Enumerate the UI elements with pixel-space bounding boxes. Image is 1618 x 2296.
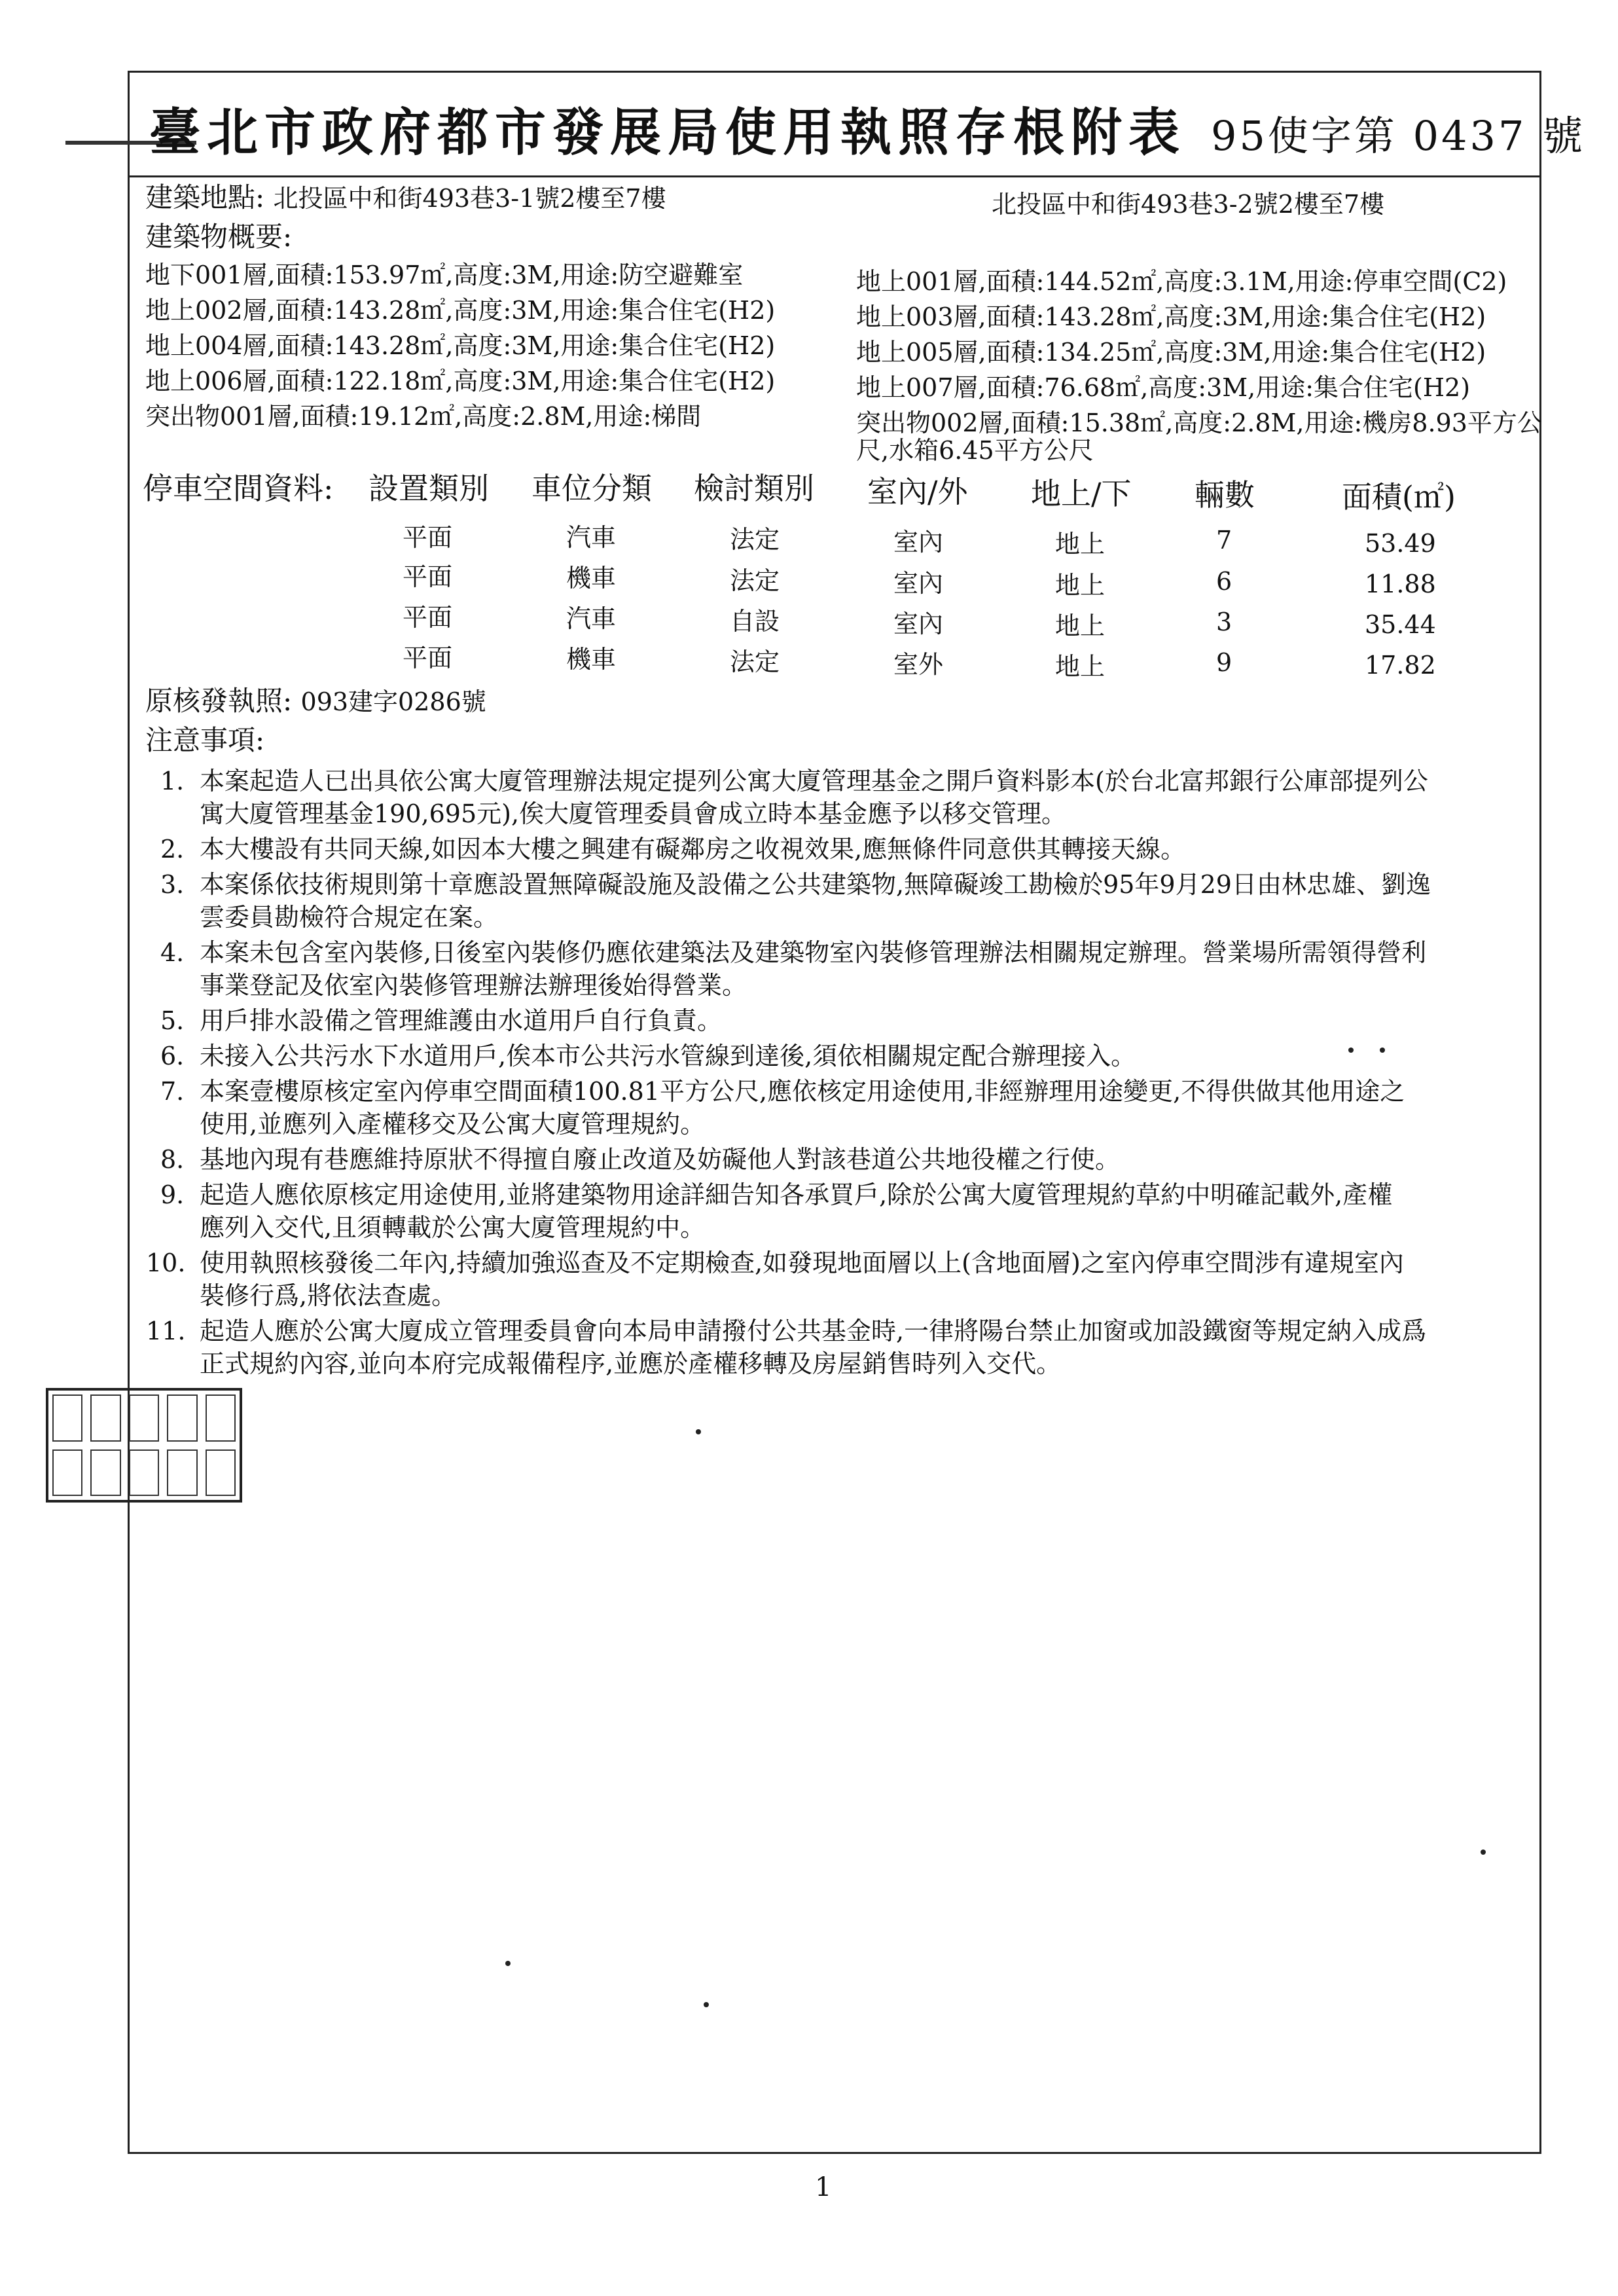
note-3: [160, 868, 1561, 934]
parking-cell: 平面: [403, 562, 453, 591]
permit-number: 95使字第 0437 號: [1211, 112, 1586, 160]
note-line: 起造人應依原核定用途使用,並將建築物用途詳細告知各承買戶,除於公寓大廈管理規約草約中明確記載外,產權: [200, 1180, 1393, 1209]
note-line: 本大樓設有共同天線,如因本大樓之興建有礙鄰房之收視效果,應無條件同意供其轉接天線。: [200, 835, 1186, 864]
parking-cell: 地上: [1055, 611, 1106, 640]
note-10: [146, 1247, 1561, 1312]
parking-cell: 7: [1216, 526, 1232, 555]
overview-right-3: 地上007層,面積:76.68㎡,高度:3M,用途:集合住宅(H2): [856, 373, 1471, 402]
scan-speck: [1380, 1048, 1385, 1053]
overview-left-0: 地下001層,面積:153.97㎡,高度:3M,用途:防空避難室: [145, 261, 744, 289]
parking-cell: 53.49: [1365, 529, 1436, 558]
note-7: [160, 1075, 1561, 1140]
parking-cell: 地上: [1055, 571, 1106, 600]
parking-col-3: 室內/外: [867, 474, 968, 509]
note-line: 基地內現有巷應維持原狀不得擅自廢止改道及妨礙他人對該巷道公共地役權之行使。: [200, 1145, 1121, 1174]
overview-right-4: 突出物002層,面積:15.38㎡,高度:2.8M,用途:機房8.93平方公: [856, 409, 1542, 437]
note-4: [160, 936, 1561, 1002]
note-line: 應列入交代,且須轉載於公寓大廈管理規約中。: [200, 1213, 706, 1242]
site-label: [145, 181, 666, 215]
title-rule: [128, 175, 1541, 177]
parking-col-4: 地上/下: [1031, 476, 1132, 511]
overview-right-1: 地上003層,面積:143.28㎡,高度:3M,用途:集合住宅(H2): [856, 302, 1486, 331]
parking-cell: 17.82: [1365, 651, 1436, 680]
parking-cell: 11.88: [1365, 570, 1436, 598]
original-permit-label: 原核發執照:: [145, 685, 293, 717]
parking-col-0: 設置類別: [369, 471, 489, 506]
parking-cell: 法定: [730, 525, 780, 554]
scan-speck: [1348, 1048, 1354, 1053]
page-number: 1: [815, 2172, 832, 2202]
note-2: [160, 833, 1561, 866]
parking-col-6: 面積(㎡): [1342, 479, 1456, 515]
note-8: [160, 1143, 1561, 1176]
notes-list: [146, 765, 1561, 1380]
overview-right-2: 地上005層,面積:134.25㎡,高度:3M,用途:集合住宅(H2): [856, 338, 1486, 367]
note-5: [160, 1004, 1561, 1037]
scan-speck: [704, 2002, 709, 2007]
note-number: 2.: [160, 835, 185, 864]
note-line: 雲委員勘檢符合規定在案。: [200, 903, 499, 932]
note-number: 1.: [160, 767, 185, 795]
notes-label: 注意事項:: [145, 724, 265, 756]
note-9: [160, 1178, 1561, 1244]
note-line: 使用執照核發後二年內,持續加強巡查及不定期檢查,如發現地面層以上(含地面層)之室內停車空間涉有違規室內: [200, 1248, 1404, 1277]
parking-col-2: 檢討類別: [694, 471, 814, 506]
note-number: 7.: [160, 1077, 185, 1106]
parking-cell: 9: [1216, 648, 1232, 677]
parking-cell: 地上: [1055, 652, 1106, 681]
note-1: [160, 765, 1561, 830]
note-line: 正式規約內容,並向本府完成報備程序,並應於產權移轉及房屋銷售時列入交代。: [200, 1349, 1062, 1378]
parking-cell: 法定: [730, 566, 780, 595]
overview-right-0: 地上001層,面積:144.52㎡,高度:3.1M,用途:停車空間(C2): [856, 267, 1507, 296]
original-permit: [145, 684, 486, 719]
site-label-text: 建築地點:: [145, 181, 265, 213]
parking-cell: 平面: [403, 523, 453, 552]
note-number: 4.: [160, 938, 185, 967]
parking-cell: 地上: [1055, 530, 1106, 558]
parking-cell: 6: [1216, 567, 1232, 596]
scan-speck: [505, 1961, 511, 1966]
note-number: 10.: [146, 1248, 186, 1277]
overview-left-1: 地上002層,面積:143.28㎡,高度:3M,用途:集合住宅(H2): [145, 296, 776, 325]
note-line: 本案起造人已出具依公寓大廈管理辦法規定提列公寓大廈管理基金之開戶資料影本(於台北富邦銀行公庫部提列公: [200, 767, 1428, 795]
page-title: 臺北市政府都市發展局使用執照存根附表: [149, 103, 1187, 162]
parking-cell: 法定: [730, 647, 780, 676]
parking-col-5: 輛數: [1195, 477, 1255, 513]
overview-left-2: 地上004層,面積:143.28㎡,高度:3M,用途:集合住宅(H2): [145, 331, 776, 360]
official-seal: [46, 1388, 242, 1503]
note-line: 事業登記及依室內裝修管理辦法辦理後始得營業。: [200, 971, 747, 1000]
parking-cell: 3: [1216, 608, 1232, 636]
parking-cell: 平面: [403, 644, 453, 672]
site-address-2: 北投區中和街493巷3-2號2樓至7樓: [992, 190, 1385, 219]
scan-speck: [696, 1429, 701, 1434]
parking-cell: 室內: [893, 569, 944, 598]
note-line: 未接入公共污水下水道用戶,俟本市公共污水管線到達後,須依相關規定配合辦理接入。: [200, 1042, 1136, 1070]
parking-cell: 自設: [730, 607, 780, 636]
overview-left-3: 地上006層,面積:122.18㎡,高度:3M,用途:集合住宅(H2): [145, 367, 776, 395]
note-line: 本案未包含室內裝修,日後室內裝修仍應依建築法及建築物室內裝修管理辦法相關規定辦理。營業場所需領得營利: [200, 938, 1427, 967]
original-permit-value: 093建字0286號: [300, 687, 486, 716]
note-line: 寓大廈管理基金190,695元),俟大廈管理委員會成立時本基金應予以移交管理。: [200, 799, 1067, 828]
note-number: 9.: [160, 1180, 185, 1209]
parking-cell: 室外: [893, 650, 944, 679]
parking-cell: 室內: [893, 528, 944, 556]
parking-cell: 機車: [566, 564, 617, 592]
note-number: 6.: [160, 1042, 185, 1070]
note-line: 用戶排水設備之管理維護由水道用戶自行負責。: [200, 1006, 723, 1035]
overview-right-5: 尺,水箱6.45平方公尺: [856, 436, 1094, 465]
note-number: 11.: [146, 1317, 186, 1345]
parking-cell: 汽車: [566, 604, 617, 633]
overview-label: 建築物概要:: [145, 221, 293, 253]
note-line: 起造人應於公寓大廈成立管理委員會向本局申請撥付公共基金時,一律將陽台禁止加窗或加設鐵窗等規定納入成爲: [200, 1317, 1427, 1345]
note-line: 本案壹樓原核定室內停車空間面積100.81平方公尺,應依核定用途使用,非經辦理用途變更,不得供做其他用途之: [200, 1077, 1405, 1106]
note-line: 本案係依技術規則第十章應設置無障礙設施及設備之公共建築物,無障礙竣工勘檢於95年9月29日由林忠雄、劉逸: [200, 870, 1431, 899]
parking-cell: 35.44: [1365, 610, 1436, 639]
overview-left-4: 突出物001層,面積:19.12㎡,高度:2.8M,用途:梯間: [145, 402, 702, 431]
parking-cell: 機車: [566, 645, 617, 674]
parking-cell: 汽車: [566, 523, 617, 552]
note-line: 使用,並應列入產權移交及公寓大廈管理規約。: [200, 1110, 706, 1139]
parking-col-1: 車位分類: [531, 471, 652, 506]
scan-speck: [1481, 1850, 1486, 1855]
site-address-1: 北投區中和街493巷3-1號2樓至7樓: [273, 184, 666, 213]
note-number: 8.: [160, 1145, 185, 1174]
note-6: [160, 1040, 1561, 1072]
parking-cell: 平面: [403, 603, 453, 632]
parking-label: 停車空間資料:: [143, 471, 334, 506]
note-number: 3.: [160, 870, 185, 899]
note-11: [146, 1315, 1561, 1380]
note-line: 裝修行爲,將依法查處。: [200, 1281, 457, 1310]
parking-cell: 室內: [893, 610, 944, 638]
note-number: 5.: [160, 1006, 185, 1035]
